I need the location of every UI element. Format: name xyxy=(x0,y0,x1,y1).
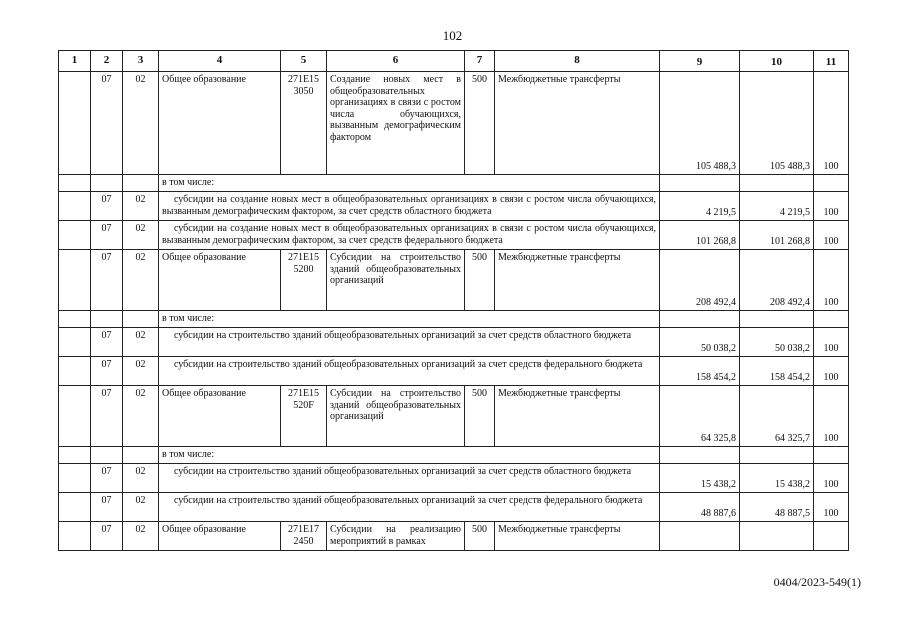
cell-plan: 4 219,5 xyxy=(660,192,740,221)
cell-target-code: 271E17 2450 xyxy=(281,522,327,551)
cell-subsection: 02 xyxy=(123,522,159,551)
cell-expense-name: Межбюджетные трансферты xyxy=(495,250,660,311)
document-code: 0404/2023-549(1) xyxy=(773,575,861,589)
cell-percent: 100 xyxy=(814,464,849,493)
cell-section: 07 xyxy=(91,221,123,250)
cell-actual: 64 325,7 xyxy=(740,386,814,447)
cell-actual: 50 038,2 xyxy=(740,328,814,357)
col-header-8: 8 xyxy=(495,51,660,72)
cell-actual: 101 268,8 xyxy=(740,221,814,250)
cell-subsection: 02 xyxy=(123,72,159,175)
cell-plan: 105 488,3 xyxy=(660,72,740,175)
cell-section: 07 xyxy=(91,72,123,175)
budget-table xyxy=(58,50,849,551)
cell-name: Общее образование xyxy=(159,72,281,175)
cell-percent: 100 xyxy=(814,192,849,221)
col-header-11: 11 xyxy=(814,51,849,72)
cell-subsection: 02 xyxy=(123,221,159,250)
table-row xyxy=(59,522,849,551)
cell-percent: 100 xyxy=(814,72,849,175)
cell-section: 07 xyxy=(91,192,123,221)
cell-target-code: 271E15 3050 xyxy=(281,72,327,175)
table-row xyxy=(59,250,849,311)
cell-subsection: 02 xyxy=(123,357,159,386)
cell-subsection: 02 xyxy=(123,328,159,357)
cell-percent: 100 xyxy=(814,250,849,311)
cell-name: Общее образование xyxy=(159,386,281,447)
cell-plan: 15 438,2 xyxy=(660,464,740,493)
cell-actual: 4 219,5 xyxy=(740,192,814,221)
cell-detail-text: субсидии на строительство зданий общеобразовательных организаций за счет средств федерального бюджета xyxy=(159,357,660,386)
cell-percent: 100 xyxy=(814,357,849,386)
cell-col1 xyxy=(59,72,91,175)
cell-percent xyxy=(814,522,849,551)
cell-including-label: в том числе: xyxy=(159,447,660,464)
cell-expense-name: Межбюджетные трансферты xyxy=(495,522,660,551)
cell-detail-text: субсидии на строительство зданий общеобразовательных организаций за счет средств областного бюджета xyxy=(159,464,660,493)
cell-percent: 100 xyxy=(814,221,849,250)
cell-subsection: 02 xyxy=(123,493,159,522)
cell-description: Субсидии на реализацию мероприятий в рамках xyxy=(327,522,465,551)
cell-percent: 100 xyxy=(814,386,849,447)
cell-expense-type: 500 xyxy=(465,72,495,175)
cell-plan: 158 454,2 xyxy=(660,357,740,386)
cell-actual xyxy=(740,522,814,551)
col-header-9: 9 xyxy=(660,51,740,72)
table-row xyxy=(59,328,849,357)
table-row xyxy=(59,72,849,175)
col-header-7: 7 xyxy=(465,51,495,72)
cell-section: 07 xyxy=(91,522,123,551)
cell-name: Общее образование xyxy=(159,522,281,551)
cell-target-code: 271E15 520F xyxy=(281,386,327,447)
cell-including-label: в том числе: xyxy=(159,175,660,192)
cell-plan: 48 887,6 xyxy=(660,493,740,522)
cell-expense-type: 500 xyxy=(465,522,495,551)
cell-actual: 105 488,3 xyxy=(740,72,814,175)
cell-percent: 100 xyxy=(814,328,849,357)
cell-plan: 64 325,8 xyxy=(660,386,740,447)
cell-detail-text: субсидии на создание новых мест в общеобразовательных организациях в связи с ростом числа обучающихся, вызванным демографическим фактором, за счет средств областного бюджета xyxy=(159,192,660,221)
cell-section: 07 xyxy=(91,250,123,311)
table-row xyxy=(59,192,849,221)
col-header-4: 4 xyxy=(159,51,281,72)
cell-expense-name: Межбюджетные трансферты xyxy=(495,386,660,447)
cell-actual: 158 454,2 xyxy=(740,357,814,386)
cell-plan: 101 268,8 xyxy=(660,221,740,250)
table-row xyxy=(59,493,849,522)
cell-detail-text: субсидии на создание новых мест в общеобразовательных организациях в связи с ростом числа обучающихся, вызванным демографическим фактором, за счет средств федерального бюджета xyxy=(159,221,660,250)
cell-expense-type: 500 xyxy=(465,250,495,311)
table-row xyxy=(59,357,849,386)
col-header-1: 1 xyxy=(59,51,91,72)
cell-expense-name: Межбюджетные трансферты xyxy=(495,72,660,175)
table-row xyxy=(59,447,849,464)
cell-percent: 100 xyxy=(814,493,849,522)
table-row xyxy=(59,464,849,493)
col-header-6: 6 xyxy=(327,51,465,72)
cell-section: 07 xyxy=(91,357,123,386)
cell-plan: 50 038,2 xyxy=(660,328,740,357)
table-row xyxy=(59,311,849,328)
table-row xyxy=(59,175,849,192)
col-header-2: 2 xyxy=(91,51,123,72)
cell-detail-text: субсидии на строительство зданий общеобразовательных организаций за счет средств областного бюджета xyxy=(159,328,660,357)
cell-actual: 48 887,5 xyxy=(740,493,814,522)
cell-description: Субсидии на строительство зданий общеобразовательных организаций xyxy=(327,386,465,447)
col-header-10: 10 xyxy=(740,51,814,72)
cell-subsection: 02 xyxy=(123,386,159,447)
cell-including-label: в том числе: xyxy=(159,311,660,328)
cell-section: 07 xyxy=(91,386,123,447)
page-number: 102 xyxy=(442,28,463,43)
cell-detail-text: субсидии на строительство зданий общеобразовательных организаций за счет средств федерального бюджета xyxy=(159,493,660,522)
cell-subsection: 02 xyxy=(123,250,159,311)
cell-section: 07 xyxy=(91,464,123,493)
cell-section: 07 xyxy=(91,493,123,522)
table-row xyxy=(59,221,849,250)
header-row xyxy=(59,51,849,72)
cell-actual: 208 492,4 xyxy=(740,250,814,311)
cell-subsection: 02 xyxy=(123,192,159,221)
col-header-5: 5 xyxy=(281,51,327,72)
cell-subsection: 02 xyxy=(123,464,159,493)
cell-description: Субсидии на строительство зданий общеобразовательных организаций xyxy=(327,250,465,311)
cell-description: Создание новых мест в общеобразовательных организациях в связи с ростом числа обучающихся, вызванным демографическим фактором xyxy=(327,72,465,175)
cell-expense-type: 500 xyxy=(465,386,495,447)
cell-name: Общее образование xyxy=(159,250,281,311)
cell-actual: 15 438,2 xyxy=(740,464,814,493)
col-header-3: 3 xyxy=(123,51,159,72)
cell-section: 07 xyxy=(91,328,123,357)
table-row xyxy=(59,386,849,447)
cell-target-code: 271E15 5200 xyxy=(281,250,327,311)
cell-plan xyxy=(660,522,740,551)
cell-plan: 208 492,4 xyxy=(660,250,740,311)
